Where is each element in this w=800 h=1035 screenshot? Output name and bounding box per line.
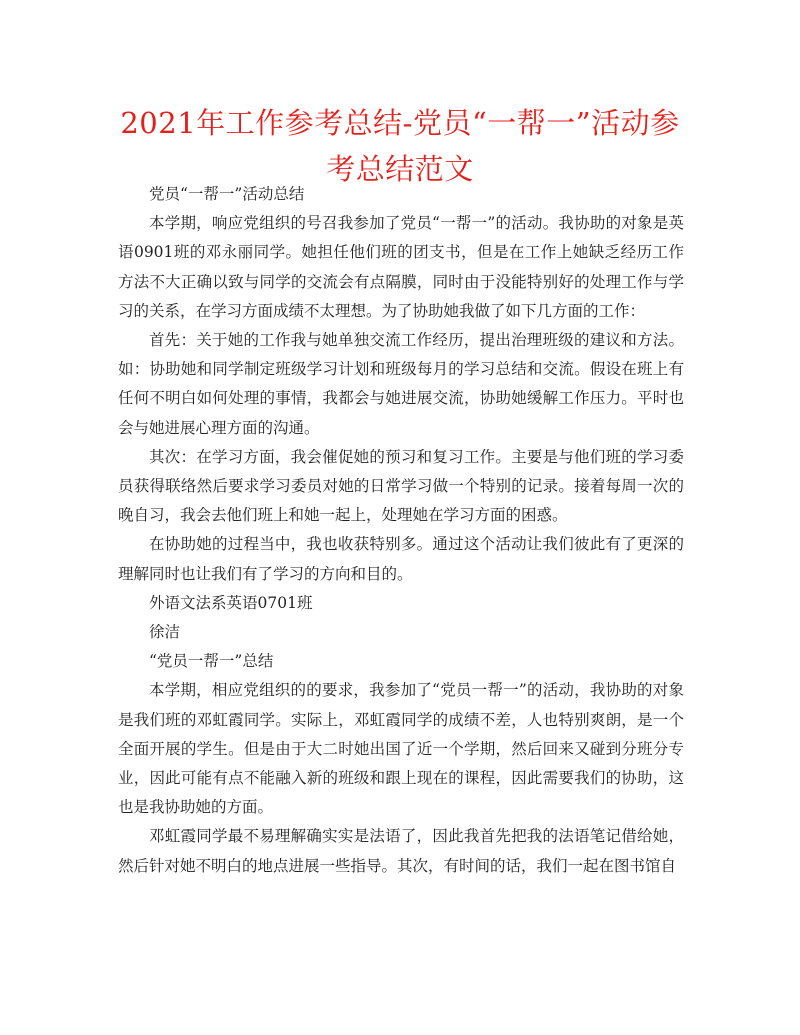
document-title: 2021年工作参考总结-党员“一帮一”活动参考总结范文 bbox=[120, 106, 680, 186]
paragraph: 首先：关于她的工作我与她单独交流工作经历，提出治理班级的建议和方法。如：协助她和同学制定班级学习计划和班级每月的学习总结和交流。假设在班上有任何不明白如何处理的事情，我都会与她进展交流，协助她缓解工作压力。平时也会与她进展心理方面的沟通。 bbox=[118, 331, 684, 437]
paragraph: 在协助她的过程当中，我也收获特别多。通过这个活动让我们彼此有了更深的理解同时也让我们有了学习的方向和目的。 bbox=[118, 535, 684, 583]
paragraph: 本学期，相应党组织的的要求，我参加了“党员一帮一”的活动，我协助的对象是我们班的邓虹霞同学。实际上，邓虹霞同学的成绩不差，人也特别爽朗，是一个全面开展的学生。但是由于大二时她出国了近一个学期，然后回来又碰到分班分专业，因此可能有点不能融入新的班级和跟上现在的课程，因此需要我们的协助，这也是我协助她的方面。 bbox=[118, 681, 684, 817]
paragraph: 邓虹霞同学最不易理解确实实是法语了，因此我首先把我的法语笔记借给她，然后针对她不明白的地点进展一些指导。其次，有时间的话，我们一起在图书馆自 bbox=[118, 827, 684, 875]
paragraph: 其次：在学习方面，我会催促她的预习和复习工作。主要是与他们班的学习委员获得联络然后要求学习委员对她的日常学习做一个特别的记录。接着每周一次的晚自习，我会去他们班上和她一起上，处理她在学习方面的困惑。 bbox=[118, 447, 684, 525]
paragraph-heading-2: “党员一帮一”总结 bbox=[149, 652, 274, 671]
paragraph: 本学期，响应党组织的号召我参加了党员“一帮一”的活动。我协助的对象是英语0901班的邓永丽同学。她担任他们班的团支书，但是在工作上她缺乏经历工作方法不大正确以致与同学的交流会有点隔膜，同时由于没能特别好的处理工作与学习的关系，在学习方面成绩不太理想。为了协助她我做了如下几方面的工作： bbox=[118, 214, 684, 320]
document-body bbox=[118, 180, 684, 881]
author-name: 徐洁 bbox=[149, 623, 181, 642]
paragraph-heading-1: 党员“一帮一”活动总结 bbox=[149, 185, 305, 203]
author-affiliation: 外语文法系英语0701班 bbox=[149, 593, 313, 612]
